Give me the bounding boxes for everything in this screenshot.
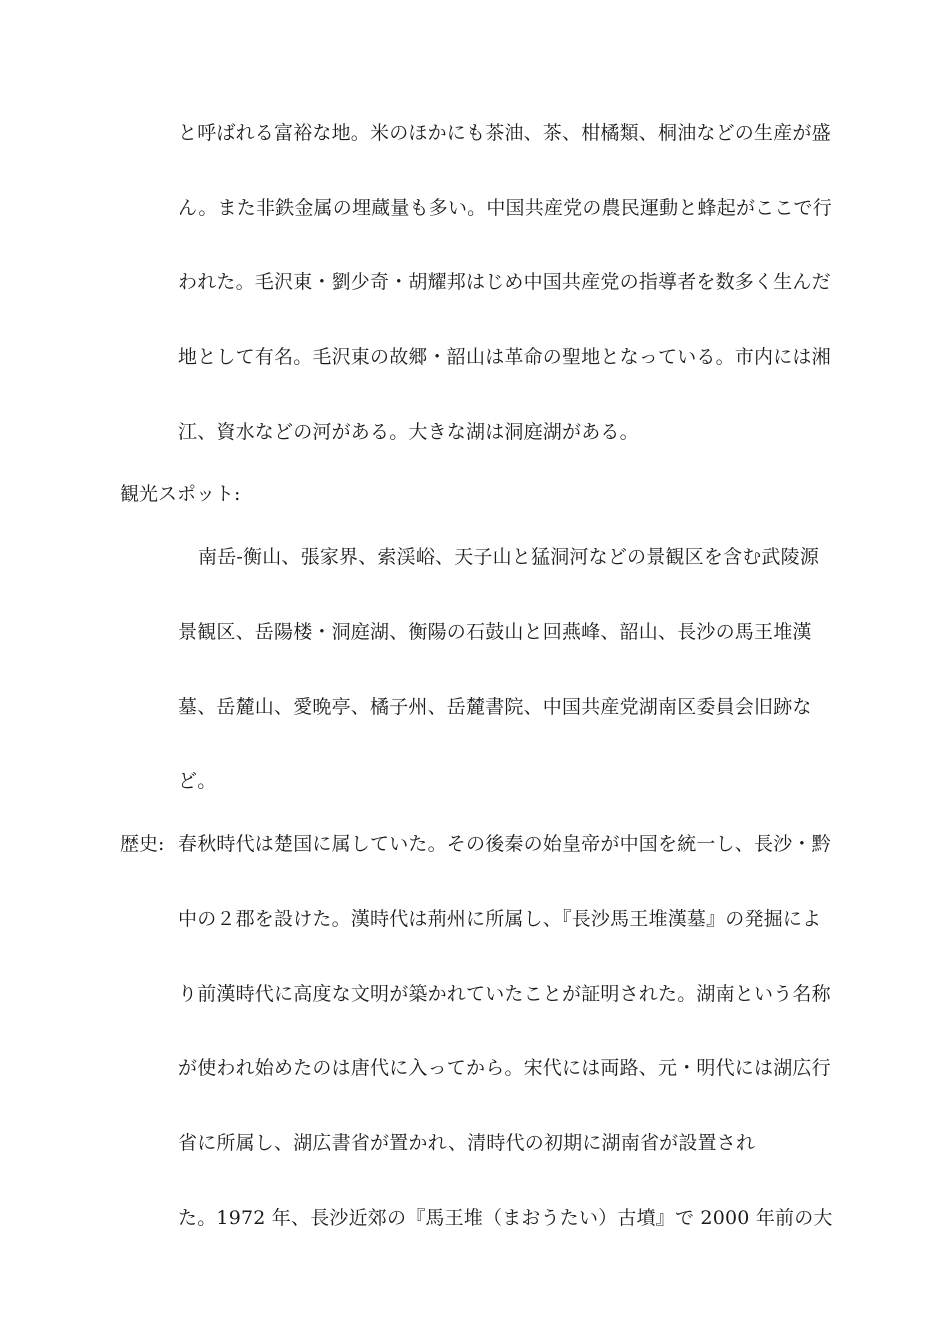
history-line-1: 春秋時代は楚国に属していた。その後秦の始皇帝が中国を統一し、長沙・黔 xyxy=(178,833,831,855)
history-line-6: た。1972 年、長沙近郊の『馬王堆（まおうたい）古墳』で 2000 年前の大 xyxy=(178,1207,833,1229)
history-line-4: が使われ始めたのは唐代に入ってから。宋代には両路、元・明代には湖広行 xyxy=(178,1057,831,1079)
sightseeing-label: 観光スポット: xyxy=(120,483,241,505)
history-label: 歴史: xyxy=(120,833,165,855)
history-line-5: 省に所属し、湖広書省が置かれ、清時代の初期に湖南省が設置され xyxy=(178,1132,756,1154)
geography-line-3: われた。毛沢東・劉少奇・胡耀邦はじめ中国共産党の指導者を数多く生んだ xyxy=(178,271,831,293)
geography-line-1: と呼ばれる富裕な地。米のほかにも茶油、茶、柑橘類、桐油などの生産が盛 xyxy=(178,122,831,144)
sightseeing-line-2: 景観区、岳陽楼・洞庭湖、衡陽の石鼓山と回燕峰、韶山、長沙の馬王堆漢 xyxy=(178,621,812,643)
sightseeing-line-4: ど。 xyxy=(178,770,217,792)
geography-line-2: ん。また非鉄金属の埋蔵量も多い。中国共産党の農民運動と蜂起がここで行 xyxy=(178,197,832,219)
geography-line-5: 江、資水などの河がある。大きな湖は洞庭湖がある。 xyxy=(178,421,639,443)
geography-line-4: 地として有名。毛沢東の故郷・韶山は革命の聖地となっている。市内には湘 xyxy=(178,346,831,368)
history-line-3: り前漢時代に高度な文明が築かれていたことが証明された。湖南という名称 xyxy=(178,983,831,1005)
sightseeing-line-1: 南岳-衡山、張家界、索渓峪、天子山と猛洞河などの景観区を含む武陵源 xyxy=(198,546,820,568)
sightseeing-line-3: 墓、岳麓山、愛晩亭、橘子州、岳麓書院、中国共産党湖南区委員会旧跡な xyxy=(178,696,812,718)
history-line-2: 中の２郡を設けた。漢時代は荊州に所属し、『長沙馬王堆漢墓』の発掘によ xyxy=(178,908,822,930)
